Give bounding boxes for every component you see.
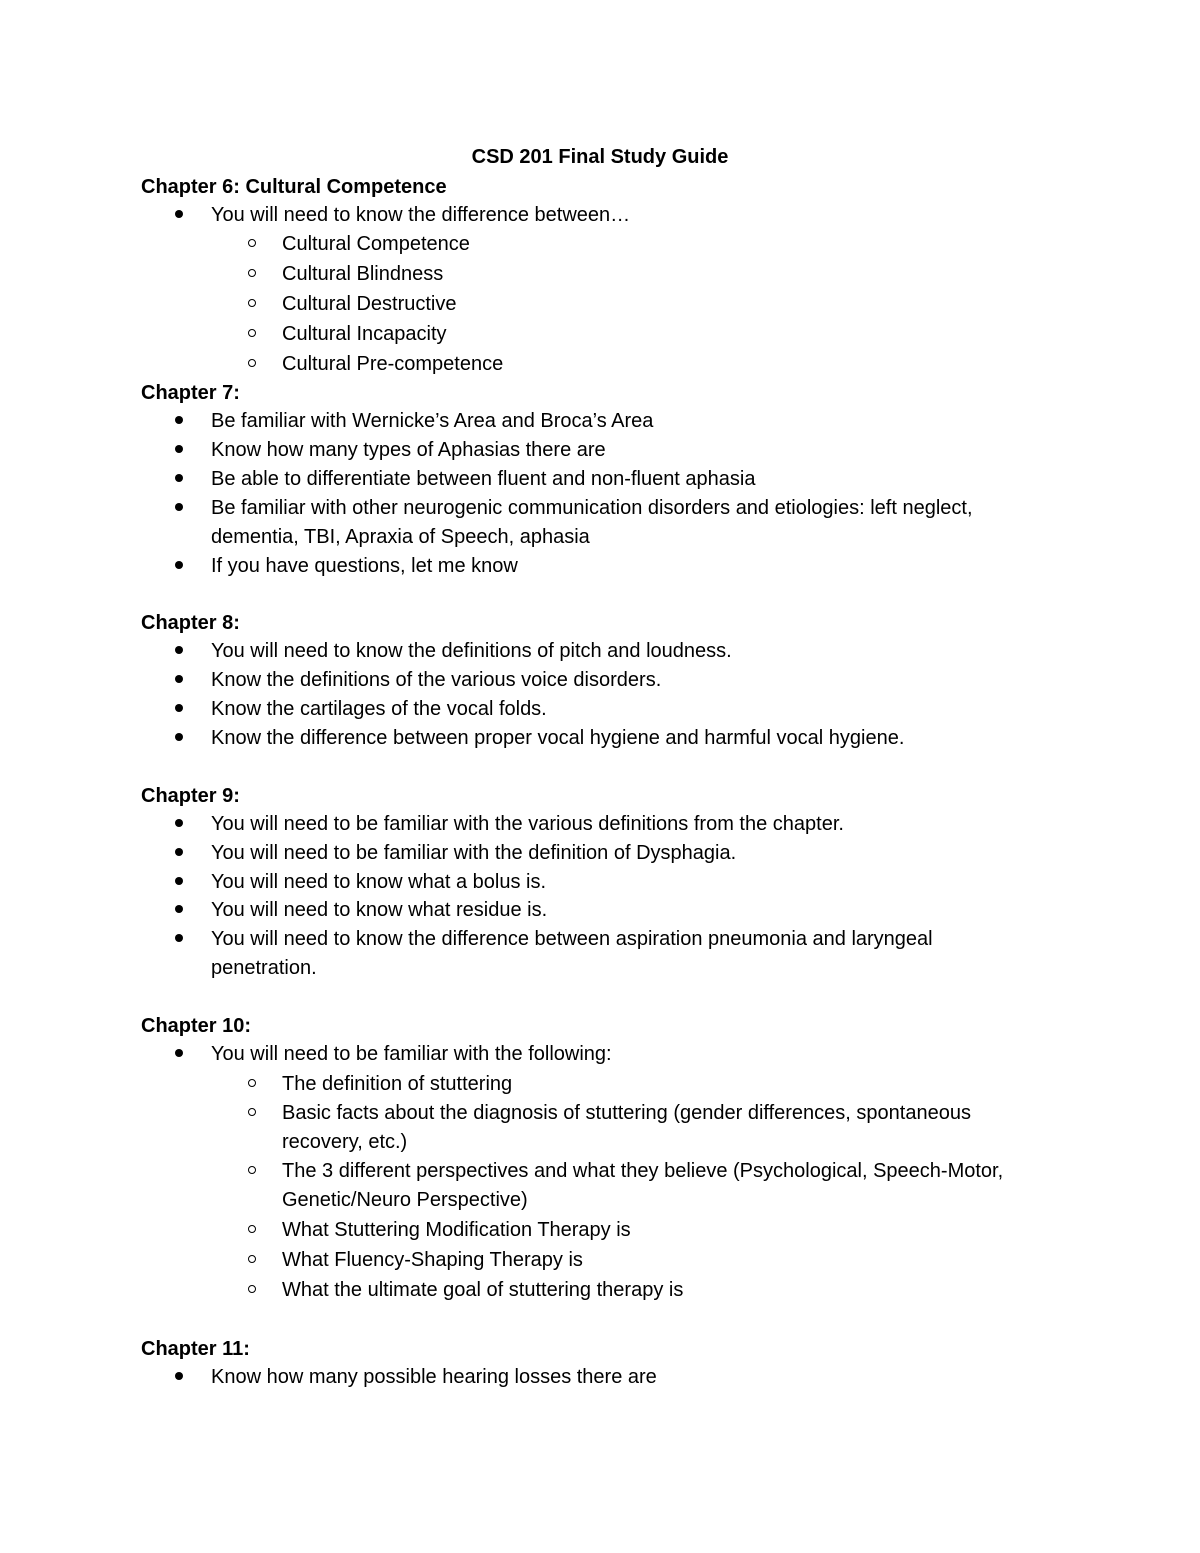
chapter-10-subitem: The 3 different perspectives and what they believe (Psychological, Speech-Motor, [282,1160,1004,1182]
chapter-10-subitem: What the ultimate goal of stuttering therapy is [282,1279,684,1301]
chapter-6-subitem: Cultural Destructive [282,293,457,315]
bullet-icon [175,819,183,827]
chapter-10-subitem-continued: Genetic/Neuro Perspective) [282,1189,528,1211]
bullet-icon [175,1049,183,1057]
chapter-10-subitem-continued: recovery, etc.) [282,1131,408,1153]
chapter-10-subitem: What Fluency-Shaping Therapy is [282,1249,583,1271]
bullet-icon [175,646,183,654]
bullet-icon [175,416,183,424]
chapter-8-item: Know the cartilages of the vocal folds. [211,698,547,720]
circle-bullet-icon [248,1079,256,1087]
chapter-7-item-continued: dementia, TBI, Apraxia of Speech, aphasia [211,526,590,548]
bullet-icon [175,503,183,511]
chapter-8-item: You will need to know the definitions of pitch and loudness. [211,640,732,662]
chapter-6-bullet: You will need to know the difference between… [211,204,631,226]
circle-bullet-icon [248,1255,256,1263]
chapter-8-heading: Chapter 8: [141,612,240,634]
bullet-icon [175,561,183,569]
bullet-icon [175,877,183,885]
document-title: CSD 201 Final Study Guide [471,146,729,168]
chapter-9-item: You will need to know what residue is. [211,899,548,921]
bullet-icon [175,445,183,453]
chapter-10-subitem: Basic facts about the diagnosis of stuttering (gender differences, spontaneous [282,1102,971,1124]
bullet-icon [175,474,183,482]
circle-bullet-icon [248,1225,256,1233]
bullet-icon [175,1372,183,1380]
chapter-11-item: Know how many possible hearing losses there are [211,1366,657,1388]
circle-bullet-icon [248,359,256,367]
chapter-7-item: Be able to differentiate between fluent and non-fluent aphasia [211,468,756,490]
circle-bullet-icon [248,269,256,277]
chapter-9-heading: Chapter 9: [141,785,240,807]
chapter-6-subitem: Cultural Incapacity [282,323,447,345]
bullet-icon [175,733,183,741]
circle-bullet-icon [248,329,256,337]
chapter-9-item: You will need to know the difference between aspiration pneumonia and laryngeal [211,928,933,950]
chapter-9-item: You will need to know what a bolus is. [211,871,547,893]
bullet-icon [175,210,183,218]
chapter-9-item: You will need to be familiar with the definition of Dysphagia. [211,842,737,864]
chapter-7-item: Be familiar with Wernicke’s Area and Broca’s Area [211,410,654,432]
circle-bullet-icon [248,1166,256,1174]
circle-bullet-icon [248,1108,256,1116]
chapter-8-item: Know the definitions of the various voice disorders. [211,669,662,691]
chapter-10-bullet: You will need to be familiar with the following: [211,1043,612,1065]
chapter-9-item: You will need to be familiar with the various definitions from the chapter. [211,813,844,835]
chapter-6-subitem: Cultural Competence [282,233,470,255]
bullet-icon [175,934,183,942]
circle-bullet-icon [248,1285,256,1293]
chapter-10-subitem: The definition of stuttering [282,1073,513,1095]
chapter-7-item: Know how many types of Aphasias there are [211,439,606,461]
chapter-7-item: Be familiar with other neurogenic communication disorders and etiologies: left neglect, [211,497,973,519]
chapter-7-item: If you have questions, let me know [211,555,518,577]
chapter-11-heading: Chapter 11: [141,1338,250,1360]
bullet-icon [175,905,183,913]
circle-bullet-icon [248,239,256,247]
chapter-9-item-continued: penetration. [211,957,317,979]
bullet-icon [175,704,183,712]
bullet-icon [175,848,183,856]
chapter-7-heading: Chapter 7: [141,382,240,404]
bullet-icon [175,675,183,683]
chapter-8-item: Know the difference between proper vocal hygiene and harmful vocal hygiene. [211,727,905,749]
chapter-6-heading: Chapter 6: Cultural Competence [141,176,447,198]
chapter-6-subitem: Cultural Blindness [282,263,444,285]
chapter-6-subitem: Cultural Pre-competence [282,353,504,375]
chapter-10-heading: Chapter 10: [141,1015,252,1037]
circle-bullet-icon [248,299,256,307]
chapter-10-subitem: What Stuttering Modification Therapy is [282,1219,631,1241]
